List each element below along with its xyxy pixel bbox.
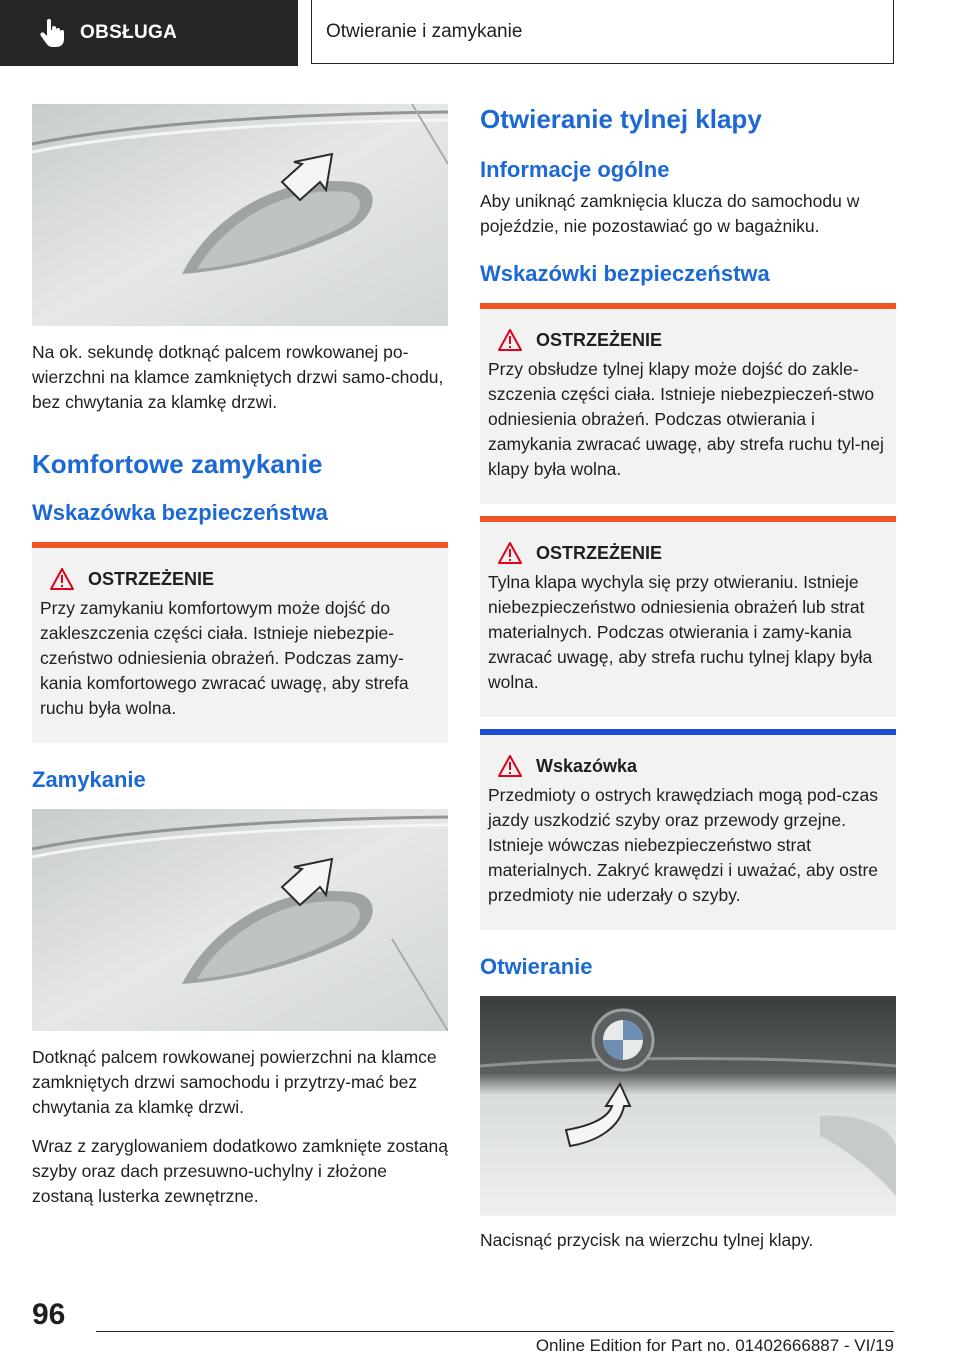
right-column	[480, 104, 896, 1253]
door-handle-touch-illustration	[32, 104, 448, 326]
warning-title: OSTRZEŻENIE	[536, 329, 663, 350]
note-text: Przedmioty o ostrych krawędziach mogą pod-czas jazdy uszkodzić szyby oraz przewody grzejne. Istnieje wówczas niebezpieczeństwo strat materialnych. Zakryć krawędzi i uważać, aby ostre przedmioty nie uderzały o szyby.	[488, 785, 879, 905]
opening-subheading: Otwieranie	[480, 954, 593, 979]
general-info-paragraph: Aby uniknąć zamknięcia klucza do samochodu w pojeździe, nie pozostawiać go w bagażniku.	[480, 191, 860, 236]
opening-paragraph: Nacisnąć przycisk na wierzchu tylnej klapy.	[480, 1230, 814, 1250]
tailgate-button-illustration	[480, 996, 896, 1216]
warning-triangle-icon	[498, 542, 522, 564]
chapter-title: Otwieranie i zamykanie	[311, 0, 894, 64]
left-column	[32, 104, 448, 1209]
general-info-subheading: Informacje ogólne	[480, 157, 670, 182]
warning-text: Przy zamykaniu komfortowym może dojść do zakleszczenia części ciała. Istnieje niebezpie-czeństwo odniesienia obrażeń. Podczas zamy-kania komfortowego zwracać uwagę, aby strefa ruchu była wolna.	[40, 598, 409, 718]
safety-notes-subheading: Wskazówki bezpieczeństwa	[480, 261, 770, 286]
safety-note-subheading: Wskazówka bezpieczeństwa	[32, 500, 328, 525]
warning-triangle-icon	[498, 755, 522, 777]
windows-paragraph: Wraz z zaryglowaniem dodatkowo zamknięte zostaną szyby oraz dach przesuwno-uchylny i złożone zostaną lusterka zewnętrzne.	[32, 1136, 448, 1206]
footer-divider	[96, 1331, 894, 1332]
info-note-box	[480, 729, 896, 930]
closing-paragraph: Dotknąć palcem rowkowanej powierzchni na klamce zamkniętych drzwi samochodu i przytrzy-mać bez chwytania za klamkę drzwi.	[32, 1047, 437, 1117]
warning-title: OSTRZEŻENIE	[88, 568, 215, 589]
comfort-closing-heading: Komfortowe zamykanie	[32, 449, 323, 479]
section-label: OBSŁUGA	[80, 22, 178, 43]
warning-triangle-icon	[498, 329, 522, 351]
section-tab[interactable]	[0, 0, 298, 66]
warning-box	[32, 542, 448, 743]
tailgate-heading: Otwieranie tylnej klapy	[480, 104, 762, 134]
page-number: 96	[32, 1298, 66, 1331]
warning-text: Przy obsłudze tylnej klapy może dojść do zakle-szczenia części ciała. Istnieje niebezpieczeń-stwo odniesienia obrażeń. Podczas otwierania i zamykania zwracać uwagę, aby strefa ruchu tyl-nej klapy była wolna.	[488, 359, 884, 479]
note-title: Wskazówka	[536, 755, 638, 776]
warning-title: OSTRZEŻENIE	[536, 542, 663, 563]
touch-intro-paragraph: Na ok. sekundę dotknąć palcem rowkowanej po-wierzchni na klamce zamkniętych drzwi samo-chodu, bez chwytania za klamkę drzwi.	[32, 342, 444, 412]
warning-box	[480, 516, 896, 717]
warning-box	[480, 303, 896, 504]
closing-subheading: Zamykanie	[32, 767, 146, 792]
door-handle-closing-illustration	[32, 809, 448, 1031]
warning-triangle-icon	[50, 568, 74, 590]
footer-edition: Online Edition for Part no. 01402666887 - VI/19	[535, 1336, 894, 1355]
hand-pointer-icon	[36, 18, 66, 48]
warning-text: Tylna klapa wychyla się przy otwieraniu. Istnieje niebezpieczeństwo odniesienia obrażeń lub strat materialnych. Podczas otwierania i zamy-kania zwracać uwagę, aby strefa ruchu tylnej klapy była wolna.	[488, 572, 873, 692]
